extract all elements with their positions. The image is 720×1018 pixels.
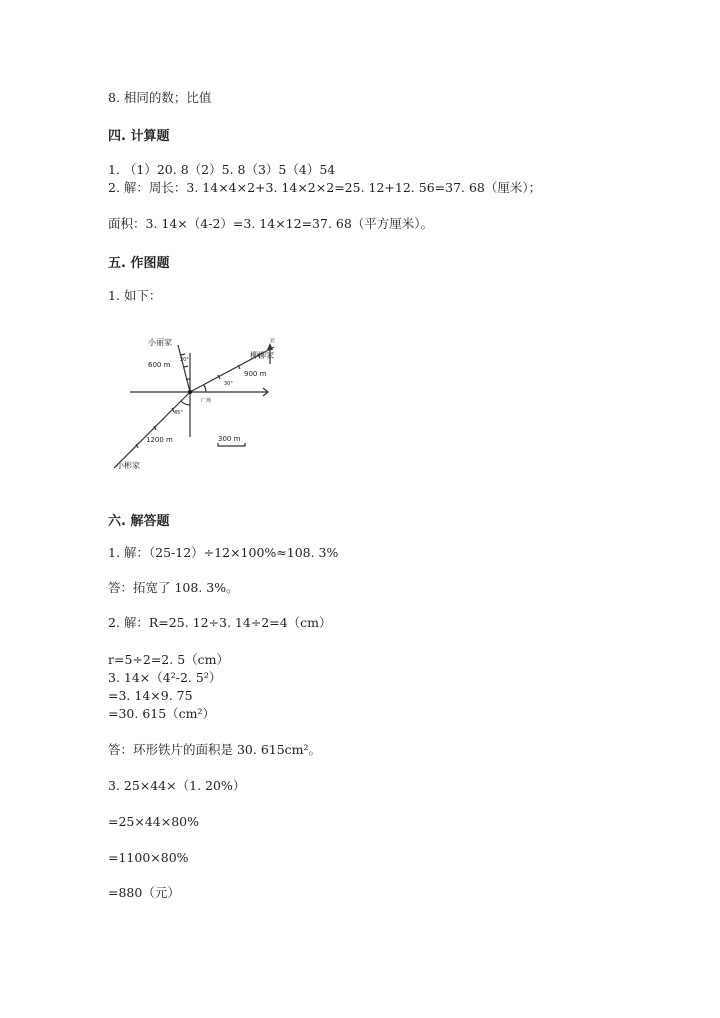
label-dist-900: 900 m xyxy=(244,370,267,378)
label-liuliu-home: 柳柳家 xyxy=(250,351,274,360)
label-angle-30: 30° xyxy=(224,381,233,387)
solve-2-step-4: =3. 14×9. 75 xyxy=(108,688,193,703)
solve-2-answer: 答：环形铁片的面积是 30. 615cm²。 xyxy=(108,742,322,757)
calc-answer-2: 2. 解：周长：3. 14×4×2+3. 14×2×2=25. 12+12. 56=37. 68（厘米）； xyxy=(108,180,542,195)
solve-2-step-5: =30. 615（cm²） xyxy=(108,706,216,721)
solve-2-step-3: 3. 14×（4²-2. 5²） xyxy=(108,670,222,685)
calc-answer-2-area: 面积：3. 14×（4-2）=3. 14×12=37. 68（平方厘米）。 xyxy=(108,216,434,231)
label-scale: 300 m xyxy=(218,435,241,443)
line-to-xiaoli xyxy=(178,345,190,392)
label-dist-600: 600 m xyxy=(148,361,171,369)
section-heading-5: 五. 作图题 xyxy=(108,256,170,271)
label-angle-20: 20° xyxy=(180,357,189,363)
label-xiaoli-home: 小丽家 xyxy=(148,338,172,347)
solve-3-result: =880（元） xyxy=(108,885,180,900)
solve-1-answer: 答：拓宽了 108. 3%。 xyxy=(108,580,239,595)
answer-8: 8. 相同的数；比值 xyxy=(108,90,212,105)
solve-1-step: 1. 解：（25-12）÷12×100%≈108. 3% xyxy=(108,545,339,560)
angle-arc-20 xyxy=(186,379,190,380)
angle-arc-30 xyxy=(204,385,206,392)
label-dist-1200: 1200 m xyxy=(146,436,173,444)
solve-3-step-3: =1100×80% xyxy=(108,850,189,865)
scale-bar xyxy=(218,443,245,446)
solve-2-step-1: 2. 解：R=25. 12÷3. 14÷2=4（cm） xyxy=(108,615,332,630)
section-heading-4: 四. 计算题 xyxy=(108,129,170,144)
section-heading-6: 六. 解答题 xyxy=(108,514,170,529)
direction-diagram xyxy=(108,325,278,475)
solve-3-step-2: =25×44×80% xyxy=(108,814,200,829)
calc-answer-1: 1. （1）20. 8（2）5. 8（3）5（4）54 xyxy=(108,162,336,177)
line-to-xiaobin xyxy=(114,392,190,468)
north-arrow-icon xyxy=(267,343,273,350)
solve-3-step-1: 3. 25×44×（1. 20%） xyxy=(108,778,246,793)
label-angle-45: 45° xyxy=(174,410,183,416)
plaza-point xyxy=(188,390,192,394)
drawing-answer-1: 1. 如下： xyxy=(108,288,162,303)
solve-2-step-2: r=5÷2=2. 5（cm） xyxy=(108,652,230,667)
label-north: 北 xyxy=(270,338,276,344)
label-plaza: 广场 xyxy=(201,398,212,404)
angle-arc-45 xyxy=(181,401,190,405)
label-xiaobin-home: 小彬家 xyxy=(116,461,140,470)
